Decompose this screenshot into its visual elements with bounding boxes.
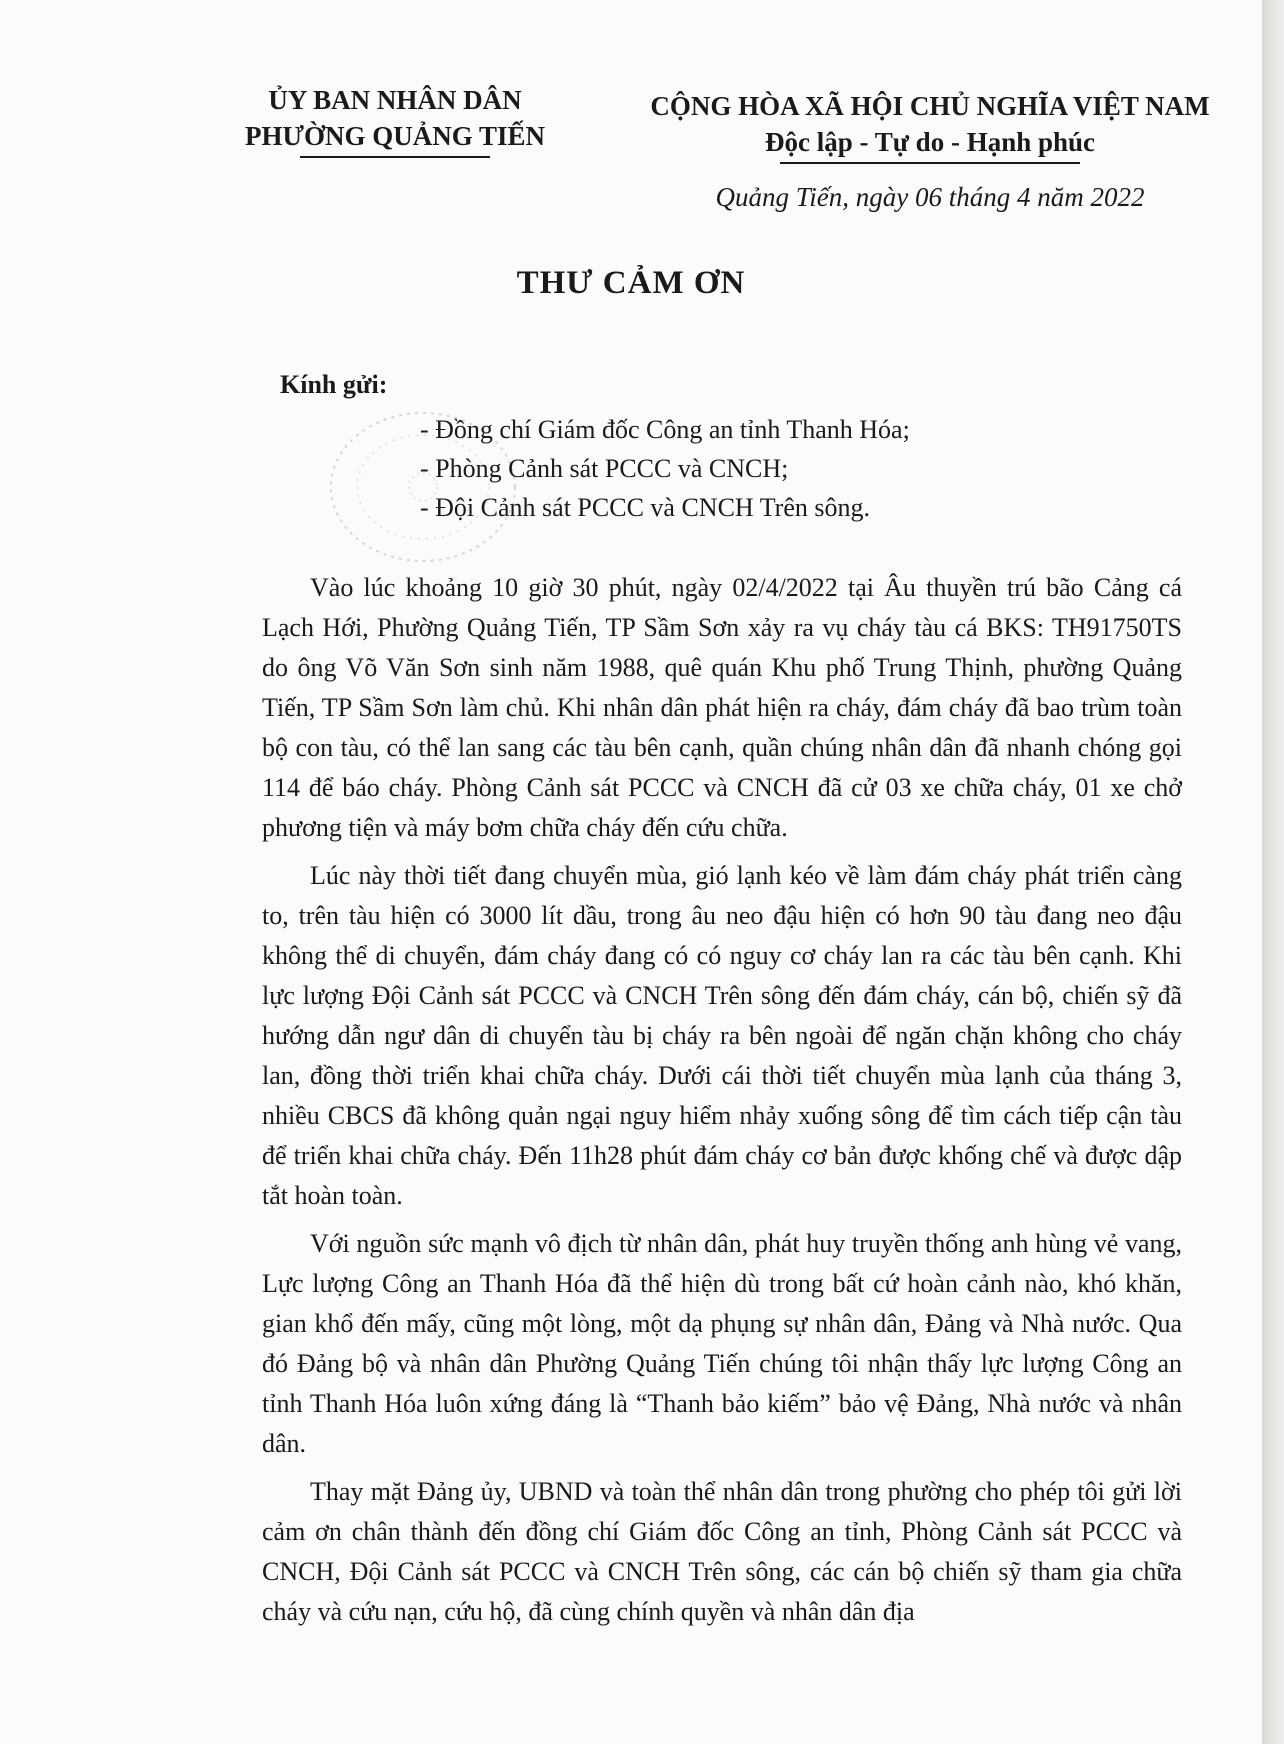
body-paragraph: Vào lúc khoảng 10 giờ 30 phút, ngày 02/4/2022 tại Âu thuyền trú bão Cảng cá Lạch Hới, Phường Quảng Tiến, TP Sầm Sơn xảy ra vụ cháy tàu cá BKS: TH91750TS do ông Võ Văn Sơn sinh năm 1988, quê quán Khu phố Trung Thịnh, phường Quảng Tiến, TP Sầm Sơn làm chủ. Khi nhân dân phát hiện ra cháy, đám cháy đã bao trùm toàn bộ con tàu, có thể lan sang các tàu bên cạnh, quần chúng nhân dân đã nhanh chóng gọi 114 để báo cháy. Phòng Cảnh sát PCCC và CNCH đã cử 03 xe chữa cháy, 01 xe chở phương tiện và máy bơm chữa cháy đến cứu chữa. [262,573,1182,842]
national-header [640,88,1220,164]
motto-underline [780,162,1080,164]
agency-underline [300,156,490,158]
body-paragraph: Với nguồn sức mạnh vô địch từ nhân dân, phát huy truyền thống anh hùng vẻ vang, Lực lượng Công an Thanh Hóa đã thể hiện dù trong bất cứ hoàn cảnh nào, khó khăn, gian khổ đến mấy, cũng một lòng, một dạ phụng sự nhân dân, Đảng và Nhà nước. Qua đó Đảng bộ và nhân dân Phường Quảng Tiến chúng tôi nhận thấy lực lượng Công an tỉnh Thanh Hóa luôn xứng đáng là “Thanh bảo kiếm” bảo vệ Đảng, Nhà nước và nhân dân. [262,1229,1182,1458]
page-edge-shadow [1262,0,1284,1744]
agency-line-2: PHƯỜNG QUẢNG TIẾN [244,121,546,151]
recipient-item: - Đồng chí Giám đốc Công an tỉnh Thanh Hóa; [420,415,910,444]
agency-line-1: ỦY BAN NHÂN DÂN [268,85,522,115]
recipient-item: - Phòng Cảnh sát PCCC và CNCH; [420,454,789,483]
nation-line-1: CỘNG HÒA XÃ HỘI CHỦ NGHĨA VIỆT NAM [650,91,1210,121]
document-title: THƯ CẢM ƠN [516,265,746,301]
letter-body [262,568,1182,1640]
recipient-item: - Đội Cảnh sát PCCC và CNCH Trên sông. [420,493,870,522]
issuing-agency [200,82,590,158]
salutation: Kính gửi: [280,370,388,399]
body-paragraph: Lúc này thời tiết đang chuyển mùa, gió lạnh kéo về làm đám cháy phát triển càng to, trên tàu hiện có 3000 lít dầu, trong âu neo đậu hiện có hơn 90 tàu đang neo đậu không thể di chuyển, đám cháy đang có có nguy cơ cháy lan ra các tàu bên cạnh. Khi lực lượng Đội Cảnh sát PCCC và CNCH Trên sông đến đám cháy, cán bộ, chiến sỹ đã hướng dẫn ngư dân di chuyển tàu bị cháy ra bên ngoài để ngăn chặn không cho cháy lan, đồng thời triển khai chữa cháy. Dưới cái thời tiết chuyển mùa lạnh của tháng 3, nhiều CBCS đã không quản ngại nguy hiểm nhảy xuống sông để tìm cách tiếp cận tàu để triển khai chữa cháy. Đến 11h28 phút đám cháy cơ bản được khống chế và được dập tắt hoàn toàn. [262,861,1182,1210]
date-location: Quảng Tiến, ngày 06 tháng 4 năm 2022 [715,182,1145,212]
body-paragraph: Thay mặt Đảng ủy, UBND và toàn thể nhân dân trong phường cho phép tôi gửi lời cảm ơn chân thành đến đồng chí Giám đốc Công an tỉnh, Phòng Cảnh sát PCCC và CNCH, Đội Cảnh sát PCCC và CNCH Trên sông, các cán bộ chiến sỹ tham gia chữa cháy và cứu nạn, cứu hộ, đã cùng chính quyền và nhân dân địa [262,1477,1182,1626]
nation-motto: Độc lập - Tự do - Hạnh phúc [764,127,1096,157]
recipient-list [420,410,910,527]
